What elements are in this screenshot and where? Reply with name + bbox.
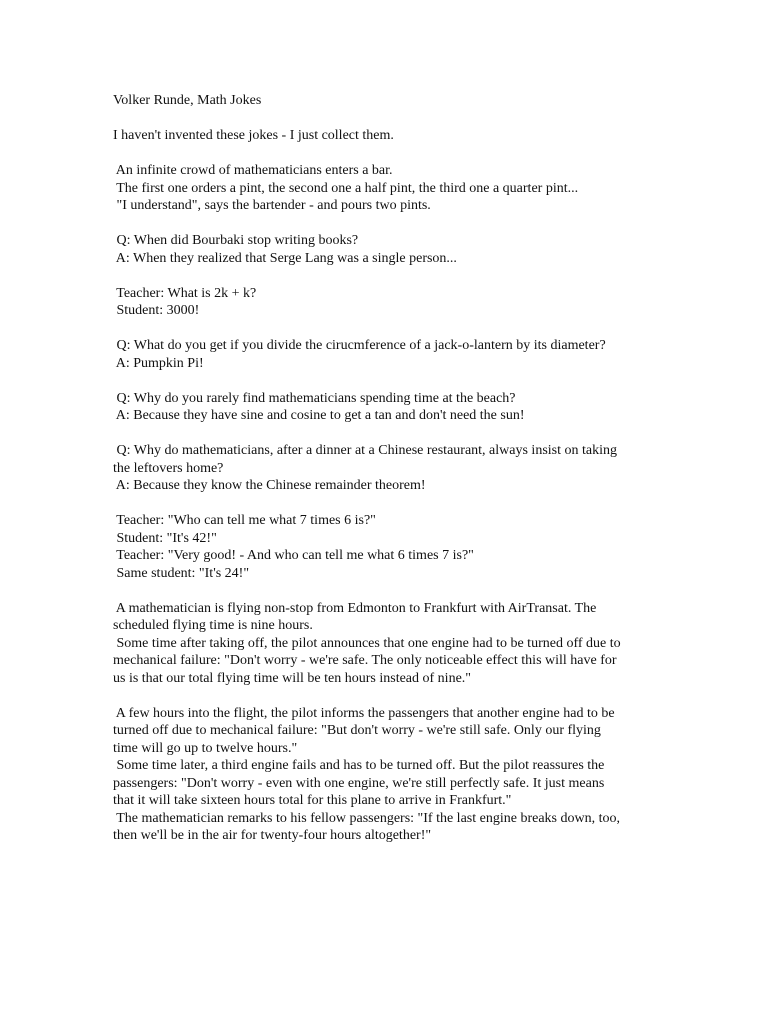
joke-line: A few hours into the flight, the pilot informs the passengers that another engine had to be <box>113 705 615 721</box>
joke-line: A mathematician is flying non-stop from Edmonton to Frankfurt with AirTransat. The <box>113 600 597 616</box>
joke-line: Q: Why do you rarely find mathematicians spending time at the beach? <box>113 390 516 406</box>
joke-line: that it will take sixteen hours total for this plane to arrive in Frankfurt." <box>113 793 512 808</box>
joke-paragraph <box>113 337 653 372</box>
joke-line: Some time later, a third engine fails and has to be turned off. But the pilot reassures the <box>113 758 605 773</box>
joke-line: A: Because they have sine and cosine to get a tan and don't need the sun! <box>113 408 525 423</box>
joke-paragraph <box>113 512 653 582</box>
joke-line: time will go up to twelve hours." <box>113 740 298 756</box>
joke-line: Teacher: "Very good! - And who can tell me what 6 times 7 is?" <box>113 548 474 563</box>
joke-line: "I understand", says the bartender - and pours two pints. <box>113 198 431 213</box>
document-title: Volker Runde, Math Jokes <box>113 93 262 108</box>
joke-line: turned off due to mechanical failure: "But don't worry - we're still safe. Only our flying <box>113 723 601 738</box>
joke-line: mechanical failure: "Don't worry - we're safe. The only noticeable effect this will have for <box>113 653 617 668</box>
joke-paragraph <box>113 162 653 215</box>
joke-line: An infinite crowd of mathematicians enters a bar. <box>113 163 393 178</box>
joke-line: A: Because they know the Chinese remainder theorem! <box>113 478 426 493</box>
joke-line: Teacher: "Who can tell me what 7 times 6 is?" <box>113 513 376 528</box>
joke-line: us is that our total flying time will be ten hours instead of nine." <box>113 670 471 686</box>
joke-paragraph <box>113 600 653 688</box>
joke-line: The first one orders a pint, the second one a half pint, the third one a quarter pint... <box>113 180 579 196</box>
joke-line: A: Pumpkin Pi! <box>113 355 204 371</box>
joke-paragraph <box>113 390 653 425</box>
document-page <box>113 92 653 862</box>
joke-line: the leftovers home? <box>113 460 224 476</box>
joke-line: Q: What do you get if you divide the cirucmference of a jack-o-lantern by its diameter? <box>113 338 606 353</box>
joke-paragraph <box>113 442 653 495</box>
joke-line: Q: When did Bourbaki stop writing books? <box>113 233 359 248</box>
joke-line: The mathematician remarks to his fellow passengers: "If the last engine breaks down, too, <box>113 810 620 826</box>
joke-line: Q: Why do mathematicians, after a dinner at a Chinese restaurant, always insist on taking <box>113 443 617 458</box>
joke-line: Teacher: What is 2k + k? <box>113 285 257 301</box>
joke-line: then we'll be in the air for twenty-four hours altogether!" <box>113 828 432 843</box>
joke-paragraph <box>113 285 653 320</box>
joke-line: Student: 3000! <box>113 303 200 318</box>
joke-paragraph <box>113 232 653 267</box>
document-title-block <box>113 92 653 110</box>
joke-paragraph <box>113 705 653 845</box>
joke-line: scheduled flying time is nine hours. <box>113 618 313 633</box>
joke-line: Some time after taking off, the pilot announces that one engine had to be turned off due to <box>113 635 621 651</box>
intro-block <box>113 127 653 145</box>
jokes-list <box>113 162 653 845</box>
joke-line: Student: "It's 42!" <box>113 530 217 546</box>
joke-line: Same student: "It's 24!" <box>113 565 250 581</box>
joke-line: A: When they realized that Serge Lang was a single person... <box>113 250 457 266</box>
intro-text: I haven't invented these jokes - I just collect them. <box>113 128 394 143</box>
joke-line: passengers: "Don't worry - even with one engine, we're still perfectly safe. It just means <box>113 775 605 791</box>
